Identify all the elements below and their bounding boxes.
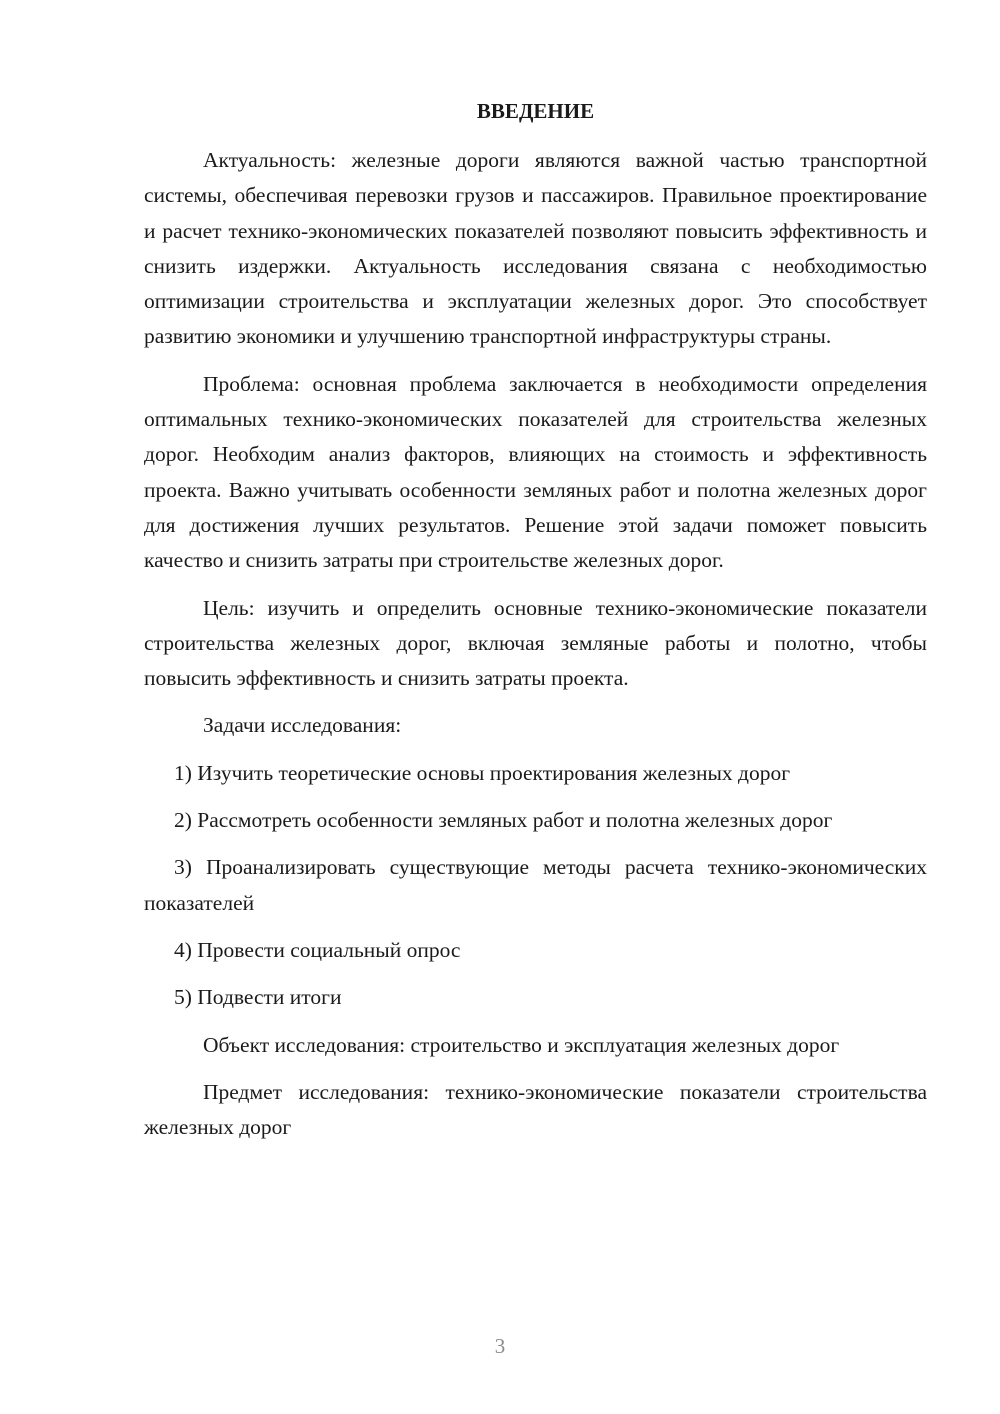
list-item: 3) Проанализировать существующие методы расчета технико-экономических показателей	[144, 855, 927, 915]
list-item: 2) Рассмотреть особенности земляных работ и полотна железных дорог	[174, 808, 833, 833]
paragraph-object: Объект исследования: строительство и эксплуатация железных дорог	[203, 1032, 840, 1057]
list-item: 1) Изучить теоретические основы проектирования железных дорог	[174, 760, 791, 785]
page-number: 3	[494, 1334, 506, 1358]
paragraph-problem: Проблема: основная проблема заключается в необходимости определения оптимальных технико-экономических показателей для строительства железных дорог. Необходим анализ факторов, влияющих на стоимость и эффективность проекта. Важно учитывать особенности земляных работ и полотна железных дорог для достижения лучших результатов. Решение этой задачи поможет повысить качество и снизить затраты при строительстве железных дорог.	[144, 371, 927, 573]
paragraph-goal: Цель: изучить и определить основные технико-экономические показатели строительства железных дорог, включая земляные работы и полотно, чтобы повысить эффективность и снизить затраты проекта.	[144, 595, 927, 691]
paragraph-subject: Предмет исследования: технико-экономические показатели строительства железных дорог	[144, 1079, 927, 1140]
page-title: ВВЕДЕНИЕ	[476, 99, 595, 123]
paragraph-relevance: Актуальность: железные дороги являются важной частью транспортной системы, обеспечивая перевозки грузов и пассажиров. Правильное проектирование и расчет технико-экономических показателей позволяют повысить эффективность и снизить издержки. Актуальность исследования связана с необходимостью оптимизации строительства и эксплуатации железных дорог. Это способствует развитию экономики и улучшению транспортной инфраструктуры страны.	[144, 148, 927, 349]
list-item: 5) Подвести итоги	[174, 985, 342, 1010]
list-item: 4) Провести социальный опрос	[174, 937, 461, 962]
document-page	[144, 94, 927, 1145]
paragraph-tasks-heading: Задачи исследования:	[203, 713, 402, 738]
